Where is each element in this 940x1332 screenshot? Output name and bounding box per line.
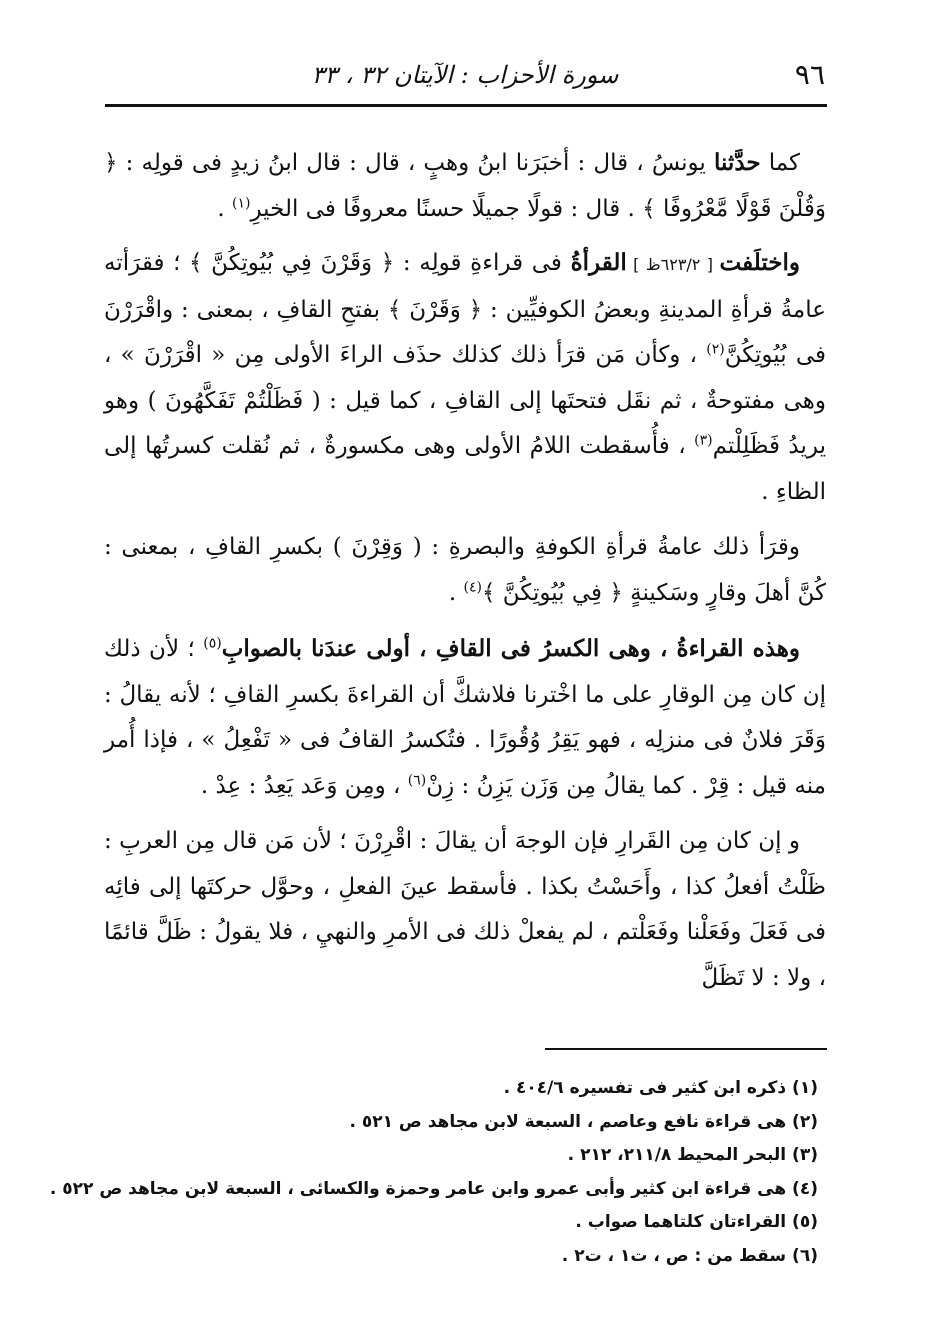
quran-quote: ﴿ فِي بُيُوتِكُنَّ ﴾ — [481, 579, 623, 606]
bold-term: حدَّثنا — [713, 149, 761, 176]
text-run: و إن كان مِن القَرارِ فإن الوجهَ أن يقالَ : اقْرِرْنَ ؛ لأن مَن قال مِن العربِ : ظَلْتُ أفعلُ كذا ، وأَحَسْتُ بكذا . فأسقط عينَ الفعلِ ، وحوَّل حركتَها إلى فائِه فى فَعَلَ وفَعَلْنا وفَعَلْتم ، لم يفعلْ ذلك فى الأمرِ والنهيِ ، فلا يقولُ : ظَلَّ قائمًا ، ولا : لا تَظَلَّ — [104, 828, 826, 991]
running-title: سورة الأحزاب : الآيتان ٣٢ ، ٣٣ — [311, 61, 619, 89]
footnotes — [49, 1072, 818, 1274]
footnote-ref[interactable]: (٦) — [407, 771, 427, 788]
paragraph-4 — [104, 626, 826, 809]
page-header — [105, 52, 825, 98]
footnote-rule — [545, 1048, 827, 1050]
footnote-ref[interactable]: (٤) — [463, 578, 482, 595]
paragraph-5 — [104, 819, 826, 1001]
text-run: وقرَأ ذلك عامةُ قرأةِ الكوفةِ والبصرةِ : ( وَقِرْنَ ) بكسرِ القافِ ، بمعنى : كُنَّ أهلَ وقارٍ وسَكينةٍ — [104, 534, 826, 606]
paragraph-2 — [104, 240, 826, 515]
text-run: . — [448, 579, 464, 606]
manuscript-ref: [ ٦٢٣/٢ظ ] — [626, 255, 720, 274]
bold-term: واختلَفت — [719, 249, 800, 276]
footnote-ref[interactable]: (٥) — [203, 635, 222, 652]
paragraph-1 — [104, 140, 826, 232]
header-rule — [105, 104, 827, 107]
footnote-3: (٣) البحر المحيط ٢١١/٨، ٢١٢ . — [567, 1145, 818, 1166]
quran-quote: ﴿ وَقَرْنَ ﴾ — [387, 296, 483, 323]
bold-term: وهذه القراءةُ ، وهى الكسرُ فى القافِ ، أولى عندَنا بالصوابِ — [221, 635, 800, 662]
quran-quote: ﴿ وَقَرْنَ فِي بُيُوتِكُنَّ ﴾ — [189, 250, 395, 276]
text-run: بفتحِ القافِ ، بمعنى : واقْرَرْنَ فى بُيُوتِكُنَّ — [104, 296, 826, 368]
footnote-ref[interactable]: (٣) — [694, 432, 713, 449]
text-run: يونسُ ، قال : أخبَرَنا ابنُ وهبٍ ، قال : قال ابنُ زيدٍ فى قولِه : — [117, 150, 714, 176]
footnote-5: (٥) القراءتان كلتاهما صواب . — [575, 1212, 818, 1233]
footnote-2: (٢) هى قراءة نافع وعاصم ، السبعة لابن مجاهد ص ٥٢١ . — [349, 1111, 818, 1132]
main-text — [104, 140, 826, 1011]
text-run: . — [217, 195, 232, 222]
quran-quote: ﴿ وَقُلْنَ قَوْلًا مَّعْرُوفًا ﴾ — [104, 150, 826, 222]
footnote-1: (١) ذكره ابن كثير فى تفسيره ٤٠٤/٦ . — [503, 1078, 818, 1098]
text-run: ، فأُسقطت اللامُ الأولى وهى مكسورةٌ ، ثم نُقلت كسرتُها إلى الظاءِ . — [104, 433, 826, 505]
text-run: كما — [760, 150, 800, 176]
text-run: . قال : قولًا جميلًا حسنًا معروفًا فى الخيرِ — [250, 195, 643, 222]
footnote-6: (٦) سقط من : ص ، ت١ ، ت٢ . — [561, 1245, 818, 1266]
bold-term: القرأةُ — [570, 249, 627, 276]
footnote-ref[interactable]: (٢) — [706, 341, 725, 358]
text-run: ؛ لأن ذلك إن كان مِن الوقارِ على ما اخْترنا فلاشكَّ أن القراءةَ بكسرِ القافِ ؛ لأنه يقالُ : وَقَرَ فلانٌ فى منزلِه ، فهو يَقِرُ وُقُورًا . فتُكسرُ القافُ فى « تَفْعِلُ » ، فإذا أُمر منه قيل : قِرْ . كما يقالُ مِن وَزَن يَزِنُ : زِنْ — [104, 636, 826, 799]
page-number: ٩٦ — [794, 58, 825, 91]
text-run: ، وكأن مَن قرَأ ذلك كذلك حذَف الراءَ الأولى مِن « اقْرَرْنَ » ، وهى مفتوحةٌ ، ثم نقَل فتحتَها إلى القافِ ، كما قيل : ( فَظَلْتُمْ تَفَكَّهُونَ ) وهو يريدُ فَظَلِلْتم — [104, 342, 826, 459]
paragraph-3 — [104, 525, 826, 616]
text-run: فى قراءةِ قولِه : — [394, 250, 571, 276]
text-run: ، ومِن وَعَد يَعِدُ : عِدْ . — [200, 772, 408, 799]
text-run: ؛ فقرَأته عامةُ قرأةِ المدينةِ وبعضُ الكوفيِّين : — [104, 250, 826, 323]
footnote-4: (٤) هى قراءة ابن كثير وأبى عمرو وابن عامر وحمزة والكسائى ، السبعة لابن مجاهد ص ٥٢٢ . — [49, 1178, 818, 1199]
footnote-ref[interactable]: (١) — [232, 194, 251, 211]
